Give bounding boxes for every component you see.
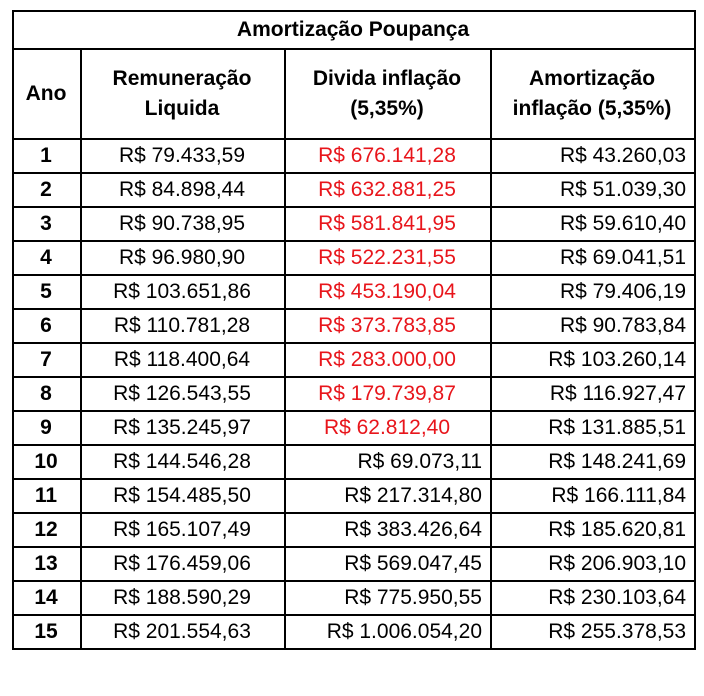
cell-divida: R$ 179.739,87: [285, 377, 491, 411]
cell-remuneracao: R$ 110.781,28: [81, 309, 285, 343]
cell-amortizacao: R$ 103.260,14: [491, 343, 695, 377]
table-row: [13, 241, 695, 275]
cell-divida: R$ 676.141,28: [285, 139, 491, 173]
header-divida: [285, 49, 491, 139]
cell-remuneracao: R$ 176.459,06: [81, 547, 285, 581]
cell-amortizacao: R$ 90.783,84: [491, 309, 695, 343]
cell-remuneracao: R$ 201.554,63: [81, 615, 285, 649]
cell-remuneracao: R$ 103.651,86: [81, 275, 285, 309]
cell-amortizacao: R$ 255.378,53: [491, 615, 695, 649]
cell-divida: R$ 383.426,64: [285, 513, 491, 547]
amortization-table: [12, 10, 696, 650]
cell-ano: 14: [13, 581, 81, 615]
header-amortizacao-line1: Amortização: [529, 67, 656, 90]
cell-amortizacao: R$ 59.610,40: [491, 207, 695, 241]
table-row: [13, 173, 695, 207]
table-row: [13, 207, 695, 241]
table-row: [13, 275, 695, 309]
cell-amortizacao: R$ 185.620,81: [491, 513, 695, 547]
table-row: [13, 139, 695, 173]
cell-divida: R$ 217.314,80: [285, 479, 491, 513]
cell-divida: R$ 373.783,85: [285, 309, 491, 343]
cell-ano: 12: [13, 513, 81, 547]
cell-divida: R$ 522.231,55: [285, 241, 491, 275]
cell-ano: 9: [13, 411, 81, 445]
cell-ano: 4: [13, 241, 81, 275]
header-remuneracao-line1: Remuneração: [112, 67, 252, 90]
cell-amortizacao: R$ 166.111,84: [491, 479, 695, 513]
cell-ano: 15: [13, 615, 81, 649]
cell-divida: R$ 453.190,04: [285, 275, 491, 309]
cell-amortizacao: R$ 206.903,10: [491, 547, 695, 581]
cell-amortizacao: R$ 51.039,30: [491, 173, 695, 207]
cell-ano: 7: [13, 343, 81, 377]
table-title: Amortização Poupança: [13, 11, 695, 49]
header-divida-line2: (5,35%): [350, 97, 424, 120]
cell-ano: 11: [13, 479, 81, 513]
cell-remuneracao: R$ 79.433,59: [81, 139, 285, 173]
cell-divida: R$ 569.047,45: [285, 547, 491, 581]
cell-ano: 2: [13, 173, 81, 207]
cell-divida: R$ 581.841,95: [285, 207, 491, 241]
table-body: [13, 139, 695, 649]
table-row: [13, 411, 695, 445]
cell-ano: 1: [13, 139, 81, 173]
table-row: [13, 343, 695, 377]
header-remuneracao: [81, 49, 285, 139]
cell-remuneracao: R$ 165.107,49: [81, 513, 285, 547]
cell-remuneracao: R$ 188.590,29: [81, 581, 285, 615]
cell-remuneracao: R$ 84.898,44: [81, 173, 285, 207]
cell-ano: 3: [13, 207, 81, 241]
cell-amortizacao: R$ 230.103,64: [491, 581, 695, 615]
cell-ano: 5: [13, 275, 81, 309]
cell-amortizacao: R$ 148.241,69: [491, 445, 695, 479]
cell-remuneracao: R$ 126.543,55: [81, 377, 285, 411]
header-ano: Ano: [13, 49, 81, 139]
cell-divida: R$ 632.881,25: [285, 173, 491, 207]
cell-ano: 8: [13, 377, 81, 411]
cell-remuneracao: R$ 144.546,28: [81, 445, 285, 479]
table-row: [13, 513, 695, 547]
cell-amortizacao: R$ 131.885,51: [491, 411, 695, 445]
table-title-row: [13, 11, 695, 49]
column-header-row: [13, 49, 695, 139]
cell-remuneracao: R$ 118.400,64: [81, 343, 285, 377]
cell-ano: 6: [13, 309, 81, 343]
cell-ano: 10: [13, 445, 81, 479]
cell-remuneracao: R$ 96.980,90: [81, 241, 285, 275]
cell-divida: R$ 69.073,11: [285, 445, 491, 479]
cell-divida: R$ 775.950,55: [285, 581, 491, 615]
cell-divida: R$ 1.006.054,20: [285, 615, 491, 649]
cell-amortizacao: R$ 116.927,47: [491, 377, 695, 411]
header-amortizacao: [491, 49, 695, 139]
header-divida-line1: Divida inflação: [312, 67, 462, 90]
cell-amortizacao: R$ 69.041,51: [491, 241, 695, 275]
cell-divida: R$ 62.812,40: [285, 411, 491, 445]
table-row: [13, 615, 695, 649]
header-amortizacao-line2: inflação (5,35%): [512, 97, 672, 120]
cell-divida: R$ 283.000,00: [285, 343, 491, 377]
cell-remuneracao: R$ 154.485,50: [81, 479, 285, 513]
table-row: [13, 445, 695, 479]
header-remuneracao-line2: Liquida: [144, 97, 220, 120]
table-row: [13, 377, 695, 411]
table-row: [13, 547, 695, 581]
cell-remuneracao: R$ 135.245,97: [81, 411, 285, 445]
cell-remuneracao: R$ 90.738,95: [81, 207, 285, 241]
cell-amortizacao: R$ 43.260,03: [491, 139, 695, 173]
cell-ano: 13: [13, 547, 81, 581]
cell-amortizacao: R$ 79.406,19: [491, 275, 695, 309]
table-row: [13, 309, 695, 343]
table-row: [13, 581, 695, 615]
table-row: [13, 479, 695, 513]
